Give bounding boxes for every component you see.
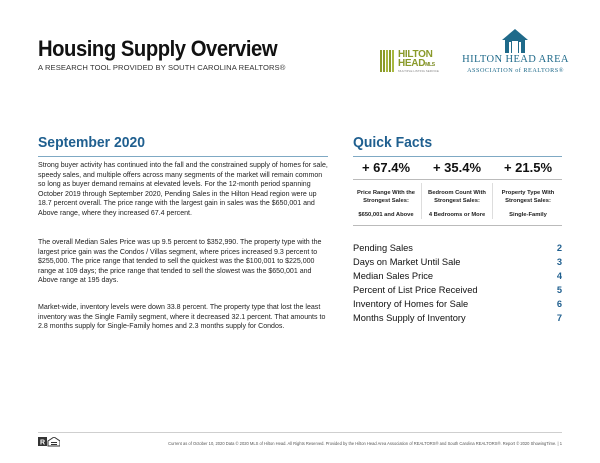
quick-facts-divider (353, 225, 562, 226)
svg-text:R: R (40, 439, 46, 447)
toc-item-page: 3 (556, 257, 562, 267)
hhaar-line2: ASSOCIATION of REALTORS® (467, 67, 564, 74)
period-heading: September 2020 (38, 134, 146, 151)
quick-facts-divider (353, 179, 562, 180)
footer-icons (38, 437, 60, 447)
hhmls-line2-suffix: MLS (425, 62, 435, 68)
quick-fact-detail: 4 Bedrooms or More (428, 212, 486, 218)
toc-item-label: Median Sales Price (353, 271, 434, 281)
quick-facts-rule (353, 156, 562, 157)
quick-fact-value: + 67.4% (361, 160, 411, 175)
quick-fact-label: Property Type With Strongest Sales: (501, 190, 555, 204)
toc-item-percent-list-price[interactable] (353, 285, 562, 299)
quick-fact-value: + 35.4% (432, 160, 482, 175)
hhmls-tagline: MULTIPLE LISTING SERVICE (398, 69, 439, 73)
toc-item-median-sales-price[interactable] (353, 271, 562, 285)
quick-fact (353, 160, 419, 218)
toc-item-pending-sales[interactable] (353, 243, 562, 257)
quick-fact-label: Bedroom Count With Strongest Sales: (428, 190, 486, 204)
hhmls-line2: HEAD (398, 58, 426, 69)
page-subtitle: A RESEARCH TOOL PROVIDED BY SOUTH CAROLINA REALTORS® (38, 63, 286, 72)
footer-text: Current as of October 10, 2020 Data © 2020 MLS of Hilton Head. All Rights Reserved. Provided by the Hilton Head Area Association of REALTORS® and South Carolina REALTORS®. Report © 2020 ShowingTime. | 1 (168, 441, 562, 446)
hhmls-line1: HILTON (398, 49, 433, 60)
equal-housing-icon (48, 437, 60, 446)
quick-facts-column-divider (492, 183, 493, 219)
quick-fact-detail: $650,001 and Above (358, 212, 414, 218)
quick-fact (424, 160, 490, 218)
toc-item-label: Inventory of Homes for Sale (353, 299, 469, 309)
page-title: Housing Supply Overview (38, 36, 278, 61)
quick-fact (495, 160, 561, 218)
toc-item-label: Days on Market Until Sale (353, 257, 461, 267)
quick-fact-detail: Single-Family (509, 212, 547, 218)
toc-item-label: Percent of List Price Received (353, 285, 478, 295)
footer-rule (38, 432, 562, 433)
hilton-head-area-realtors-logo (453, 28, 578, 78)
summary-paragraph-2: The overall Median Sales Price was up 9.5 percent to $352,990. The property type with the largest price gain was the Condos / Villas segment, where prices increased 9.3 percent to $255,000. The price range that tended to sell the quickest was the $100,001 to $225,000 range at 109 days; the price range that tended to sell the slowest was the $650,001 and Above range at 195 days. (38, 239, 322, 285)
toc-item-months-supply[interactable] (353, 313, 562, 327)
realtor-icon (38, 437, 47, 447)
hhmls-bars-icon (380, 50, 396, 72)
toc-item-page: 5 (556, 285, 562, 295)
toc-item-page: 7 (556, 313, 562, 323)
toc-item-page: 2 (556, 243, 562, 253)
toc-item-label: Months Supply of Inventory (353, 313, 466, 323)
quick-facts-heading: Quick Facts (353, 134, 433, 151)
toc-item-days-on-market[interactable] (353, 257, 562, 271)
quick-fact-value: + 21.5% (503, 160, 553, 175)
toc-item-label: Pending Sales (353, 243, 413, 253)
summary-paragraph-1: Strong buyer activity has continued into the fall and the constrained supply of homes for sale, speedy sales, and multiple offers across many segments of the market will remain common so long as buyer demand remains at elevated levels. For the 12-month period spanning October 2019 through September 2020, Pending Sales in the Hilton Head region were up 18.7 percent overall. The price range with the largest gain in sales was the $650,001 and Above range, where they increased 67.4 percent. (38, 162, 328, 217)
quick-facts-column-divider (421, 183, 422, 219)
hilton-head-mls-logo (380, 48, 440, 74)
toc-item-page: 4 (556, 271, 562, 281)
toc-item-page: 6 (556, 299, 562, 309)
house-icon (501, 28, 529, 54)
period-heading-rule (38, 156, 328, 157)
hhaar-line1: HILTON HEAD AREA (462, 54, 569, 65)
summary-paragraph-3: Market-wide, inventory levels were down 33.8 percent. The property type that lost the least inventory was the Single Family segment, where it decreased 32.1 percent. That amounts to 2.8 months supply for Single-Family homes and 2.3 months supply for Condos. (38, 304, 326, 331)
quick-fact-label: Price Range With the Strongest Sales: (357, 190, 415, 204)
toc-item-inventory[interactable] (353, 299, 562, 313)
